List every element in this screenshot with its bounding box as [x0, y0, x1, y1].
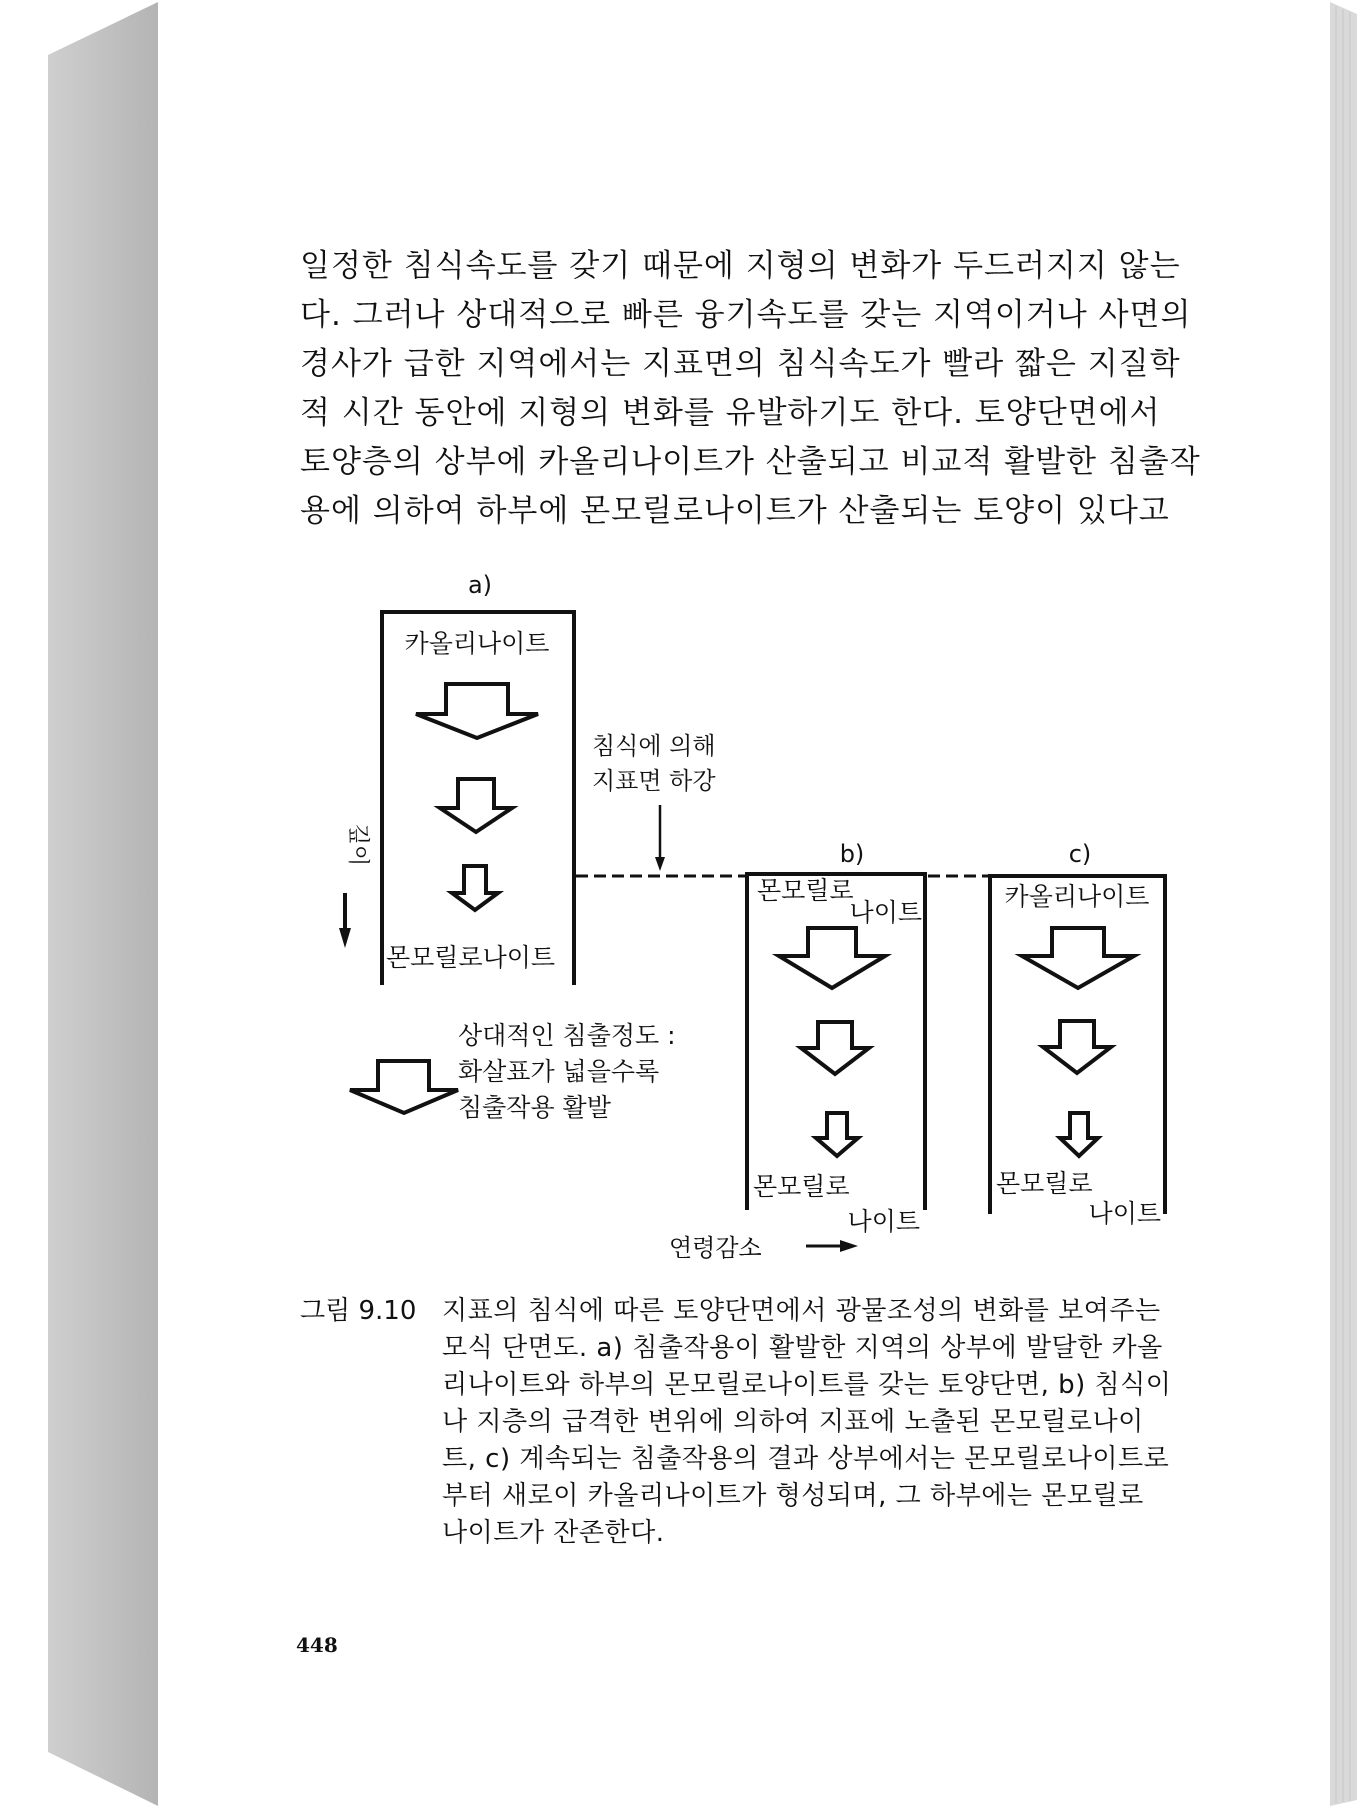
arrow-legend-icon	[350, 1061, 458, 1113]
arrow-medium-icon	[440, 779, 512, 832]
erosion-note	[592, 732, 716, 871]
legend-line3: 침출작용 활발	[458, 1093, 611, 1122]
panel-a	[382, 571, 574, 985]
arrow-small-icon	[452, 866, 498, 910]
arrow-large-icon	[416, 684, 538, 738]
caption-line: 지표의 침식에 따른 토양단면에서 광물조성의 변화를 보여주는	[442, 1296, 1161, 1326]
panel-c-bottom-mineral: 몬모릴로	[996, 1169, 1093, 1198]
panel-a-top-mineral: 카올리나이트	[404, 629, 550, 658]
age-indicator	[669, 1234, 858, 1262]
caption-label: 그림 9.10	[300, 1296, 417, 1326]
panel-b-bottom-mineral: 몬모릴로	[753, 1172, 850, 1201]
erosion-note-line1: 침식에 의해	[592, 732, 716, 760]
arrow-medium-icon	[801, 1022, 869, 1074]
arrow-down-icon	[655, 857, 665, 871]
caption-line: 모식 단면도. a) 침출작용이 활발한 지역의 상부에 발달한 카올	[442, 1333, 1163, 1363]
legend	[350, 1021, 676, 1122]
arrow-small-icon	[1060, 1113, 1098, 1156]
caption-line: 나이트가 잔존한다.	[442, 1518, 665, 1548]
panel-b-bottom-mineral: 나이트	[847, 1207, 920, 1236]
caption-line: 리나이트와 하부의 몬모릴로나이트를 갖는 토양단면, b) 침식이	[442, 1370, 1172, 1400]
arrow-right-icon	[840, 1240, 858, 1252]
caption-line: 트, c) 계속되는 침출작용의 결과 상부에서는 몬모릴로나이트로	[442, 1444, 1170, 1474]
arrow-down-icon	[339, 928, 351, 948]
arrow-small-icon	[816, 1113, 858, 1156]
panel-c-bottom-mineral: 나이트	[1088, 1199, 1161, 1228]
panel-c-top-mineral: 카올리나이트	[1004, 882, 1150, 911]
panel-a-bottom-mineral: 몬모릴로나이트	[386, 943, 556, 972]
depth-indicator	[339, 824, 370, 948]
caption-line: 나 지층의 급격한 변위에 의하여 지표에 노출된 몬모릴로나이	[442, 1407, 1144, 1437]
arrow-medium-icon	[1043, 1021, 1111, 1073]
panel-b-top-mineral: 몬모릴로	[757, 876, 854, 905]
body-line: 경사가 급한 지역에서는 지표면의 침식속도가 빨라 짧은 지질학	[300, 346, 1181, 382]
body-line: 토양층의 상부에 카올리나이트가 산출되고 비교적 활발한 침출작	[300, 444, 1201, 480]
panel-c-label: c)	[1068, 840, 1092, 868]
arrow-large-icon	[779, 928, 885, 988]
age-label: 연령감소	[669, 1234, 762, 1262]
legend-line2: 화살표가 넓을수록	[458, 1057, 660, 1086]
page-number: 448	[296, 1633, 338, 1657]
body-line: 용에 의하여 하부에 몬모릴로나이트가 산출되는 토양이 있다고	[300, 493, 1170, 529]
body-line: 적 시간 동안에 지형의 변화를 유발하기도 한다. 토양단면에서	[300, 395, 1161, 431]
erosion-note-line2: 지표면 하강	[592, 767, 716, 795]
panel-b	[747, 840, 925, 1236]
body-line: 다. 그러나 상대적으로 빠른 융기속도를 갖는 지역이거나 사면의	[300, 297, 1192, 333]
panel-c	[990, 840, 1165, 1228]
caption-line: 부터 새로이 카올리나이트가 형성되며, 그 하부에는 몬모릴로	[442, 1481, 1144, 1511]
legend-line1: 상대적인 침출정도 :	[458, 1021, 676, 1050]
depth-label: 깊이	[345, 823, 370, 867]
panel-a-box	[382, 612, 574, 985]
panel-b-label: b)	[839, 840, 865, 868]
body-line: 일정한 침식속도를 갖기 때문에 지형의 변화가 두드러지지 않는	[300, 248, 1181, 284]
panel-a-label: a)	[467, 571, 493, 599]
arrow-large-icon	[1022, 928, 1134, 988]
panel-b-top-mineral: 나이트	[849, 898, 922, 927]
